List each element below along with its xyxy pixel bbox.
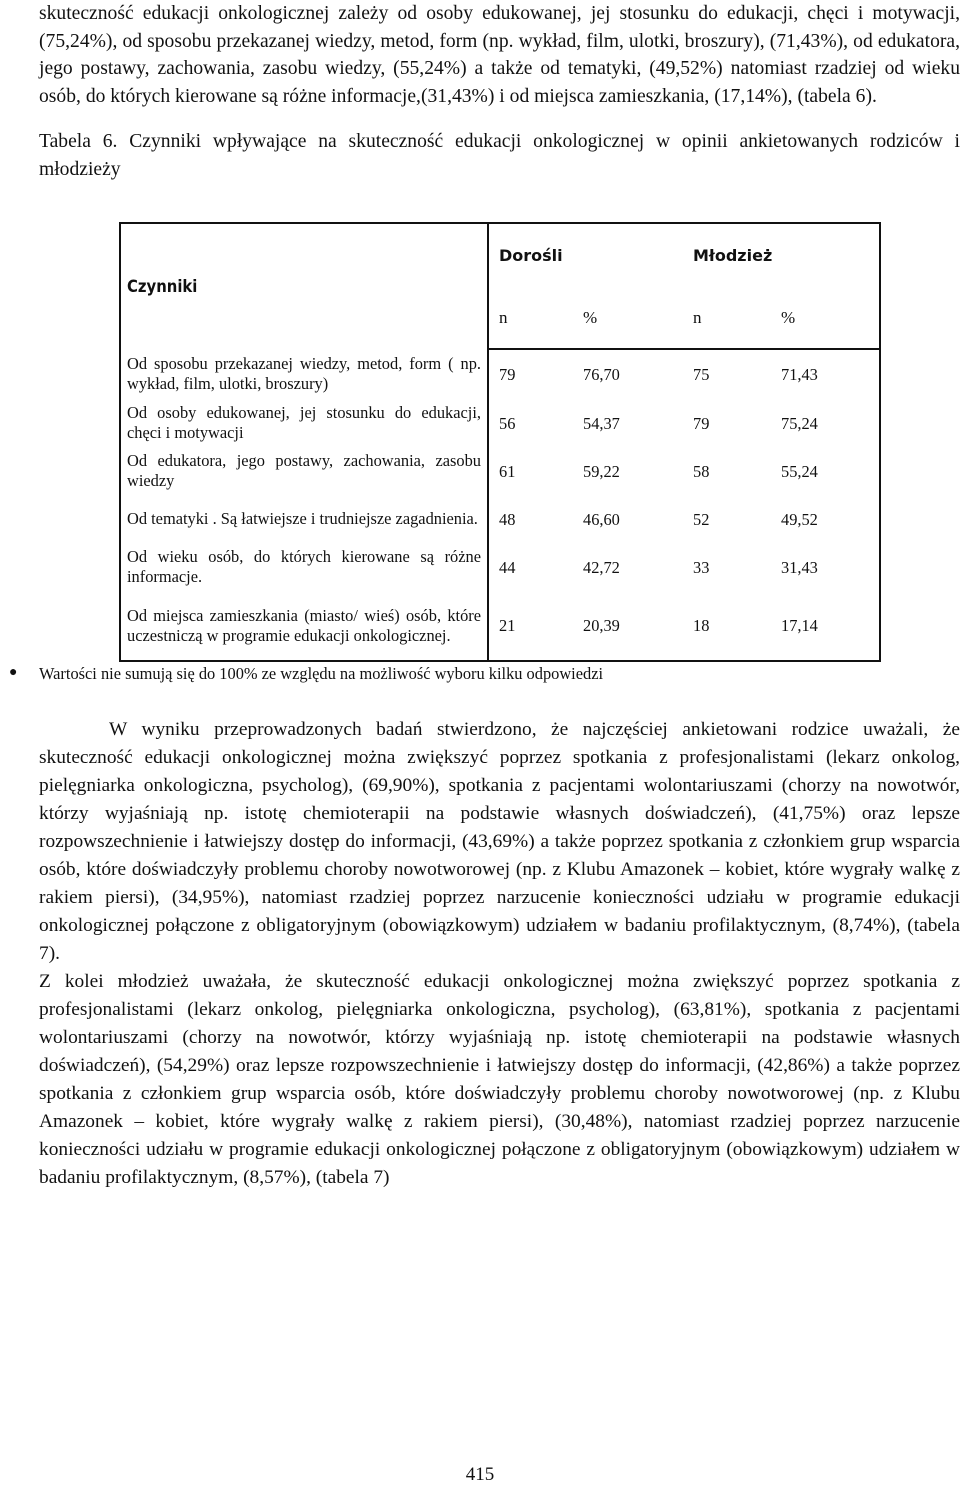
cell-youth-n: 33 <box>693 557 710 577</box>
cell-youth-n: 18 <box>693 616 710 635</box>
table-row <box>120 591 880 661</box>
table-caption: Tabela 6. Czynniki wpływające na skuteczność edukacji onkologicznej w opinii ankietowanych rodziców i młodzieży <box>39 131 960 180</box>
cell-adults-n: 48 <box>499 509 516 529</box>
document-page <box>9 0 960 1188</box>
cell-adults-n: 61 <box>499 461 516 481</box>
cell-youth-n: 79 <box>693 413 710 433</box>
paragraph-youth: Z kolei młodzież uważała, że skuteczność edukacji onkologicznej można zwiększyć poprzez spotkania z profesjonalistami (lekarz onkolog, pielęgniarka onkologiczna, psycholog), (63,81%), spotkania z pacjentami wolontariuszami (chorzy na nowotwór, którzy wyjaśniają np. istotę chemioterapii na podstawie własnych doświadczeń), (54,29%) oraz lepsze rozpowszechnienie i łatwiejszy dostęp do informacji, (42,86%) a także poprzez spotkania z członkiem grup wsparcia osób, które doświadczyły problemu choroby nowotworowej (np. z Klubu Amazonek – kobiet, które wygrały walkę z rakiem piersi), (30,48%), natomiast rzadziej poprzez narzucenie konieczności udziału w programie edukacji onkologicznej połączone z obligatoryjnym (obowiązkowym) udziałem w badaniu profilaktycznym, (8,57%), (tabela 7) <box>39 971 960 1188</box>
cell-youth-pct: 55,24 <box>781 461 818 481</box>
intro-paragraph: skuteczność edukacji onkologicznej zależy od osoby edukowanej, jej stosunku do edukacji, chęci i motywacji, (75,24%), od sposobu przekazanej wiedzy, metod, form (np. wykład, film, ulotki, broszury), (71,43%), od edukatora, jego postawy, zachowania, zasobu wiedzy, (55,24%) a także od tematyki, (49,52%) natomiast rzadziej od wieku osób, do których kierowane są różne informacje,(31,43%) i od miejsca zamieszkania, (17,14%), (tabela 6). <box>39 3 960 107</box>
bullet-icon: ● <box>9 665 18 680</box>
cell-youth-n: 52 <box>693 509 710 529</box>
header-adults: Dorośli <box>499 245 563 265</box>
cell-youth-pct: 31,43 <box>781 557 818 577</box>
cell-adults-n: 44 <box>499 557 516 577</box>
subheader-adults-pct: % <box>583 286 693 349</box>
cell-adults-pct: 59,22 <box>583 461 620 481</box>
page-number: 415 <box>465 1464 495 1485</box>
cell-adults-pct: 76,70 <box>583 365 620 384</box>
cell-youth-pct: 49,52 <box>781 509 818 529</box>
subheader-adults-n: n <box>488 286 583 349</box>
header-youth: Młodzież <box>693 245 773 265</box>
header-factors: Czynniki <box>120 223 488 349</box>
cell-adults-n: 79 <box>499 365 516 384</box>
table-note: Wartości nie sumują się do 100% ze względu na możliwość wyboru kilku odpowiedzi <box>39 664 604 683</box>
cell-youth-pct: 75,24 <box>781 413 818 433</box>
cell-adults-n: 56 <box>499 413 516 433</box>
cell-adults-pct: 42,72 <box>583 557 620 577</box>
cell-adults-pct: 54,37 <box>583 413 620 433</box>
table-row <box>120 349 880 399</box>
cell-youth-n: 58 <box>693 461 710 481</box>
subheader-youth-pct: % <box>781 286 880 349</box>
cell-adults-n: 21 <box>499 616 516 635</box>
row-label: Od osoby edukowanej, jej stosunku do edukacji, chęci i motywacji <box>120 399 488 447</box>
cell-adults-pct: 20,39 <box>583 616 620 635</box>
table-6 <box>119 222 881 662</box>
paragraph-parents: W wyniku przeprowadzonych badań stwierdzono, że najczęściej ankietowani rodzice uważali, że skuteczność edukacji onkologicznej można zwiększyć poprzez spotkania z profesjonalistami (lekarz onkolog, pielęgniarka onkologiczna, psycholog), (69,90%), spotkania z pacjentami wolontariuszami (chorzy na nowotwór, którzy wyjaśniają np. istotę chemioterapii na podstawie własnych doświadczeń), (41,75%) oraz lepsze rozpowszechnienie i łatwiejszy dostęp do informacji, (43,69%) a także poprzez spotkania z członkiem grup wsparcia osób, które doświadczyły problemu choroby nowotworowej (np. z Klubu Amazonek – kobiet, które wygrały walkę z rakiem piersi), (34,95%), natomiast rzadziej poprzez narzucenie konieczności udziału w programie edukacji onkologicznej połączone z obligatoryjnym (obowiązkowym) udziałem w badaniu profilaktycznym, (8,74%), (tabela 7). <box>39 719 960 964</box>
cell-youth-pct: 71,43 <box>781 365 818 384</box>
cell-adults-pct: 46,60 <box>583 509 620 529</box>
table-row <box>120 495 880 543</box>
row-label: Od wieku osób, do których kierowane są różne informacje. <box>120 543 488 591</box>
table-row <box>120 399 880 447</box>
subheader-youth-n: n <box>693 286 781 349</box>
row-label: Od miejsca zamieszkania (miasto/ wieś) osób, które uczestniczą w programie edukacji onkologicznej. <box>120 591 488 661</box>
table-row <box>120 543 880 591</box>
row-label: Od tematyki . Są łatwiejsze i trudniejsze zagadnienia. <box>120 495 488 543</box>
row-label: Od edukatora, jego postawy, zachowania, zasobu wiedzy <box>120 447 488 495</box>
table-row <box>120 447 880 495</box>
table-header-row <box>120 223 880 286</box>
results-section <box>39 716 960 1192</box>
row-label: Od sposobu przekazanej wiedzy, metod, form ( np. wykład, film, ulotki, broszury) <box>120 349 488 399</box>
cell-youth-pct: 17,14 <box>781 616 818 635</box>
cell-youth-n: 75 <box>693 365 710 384</box>
